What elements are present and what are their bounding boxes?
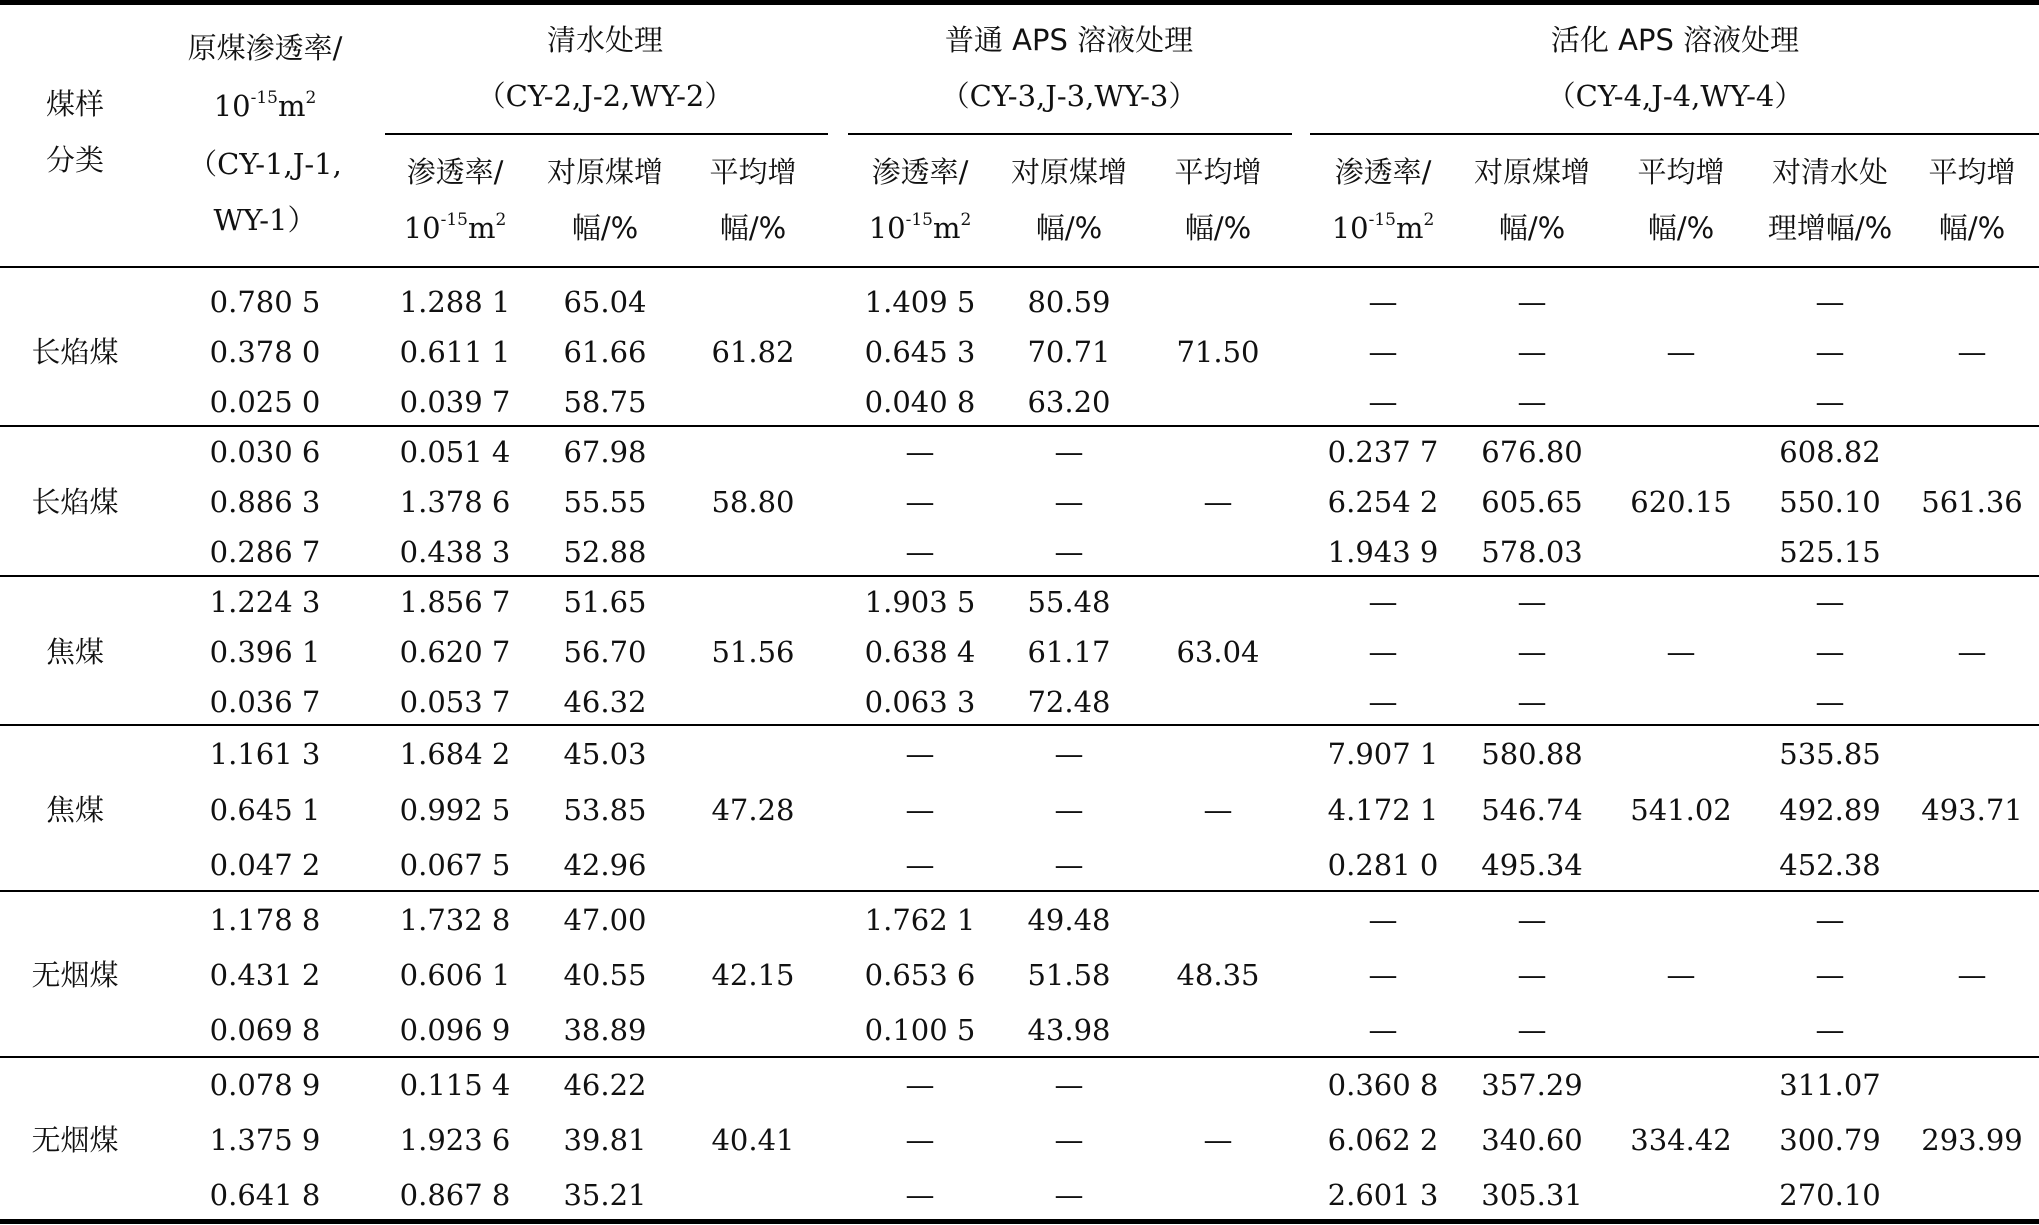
subheader-line1: 对原煤增 (546, 155, 664, 189)
act-permeability: 6.254 2 (1327, 485, 1439, 519)
water-increase: 46.22 (563, 1068, 647, 1102)
aps-increase: — (1054, 1178, 1084, 1212)
raw-permeability: 0.047 2 (209, 848, 321, 882)
subheader-line2: 幅/% (1647, 211, 1715, 245)
act-avg-increase-over-water: — (1957, 958, 1987, 992)
act-permeability: — (1368, 285, 1398, 319)
aps-increase: 80.59 (1027, 285, 1111, 319)
water-increase: 40.55 (563, 958, 647, 992)
act-permeability: — (1368, 958, 1398, 992)
act-increase-over-water: — (1815, 385, 1845, 419)
act-increase: — (1517, 335, 1547, 369)
raw-permeability: 0.645 1 (209, 793, 321, 827)
aps-permeability: 1.409 5 (864, 285, 976, 319)
water-increase: 47.00 (563, 903, 647, 937)
water-increase: 42.96 (563, 848, 647, 882)
act-increase: 580.88 (1481, 737, 1583, 771)
header-raw-line1: 原煤渗透率/ (187, 31, 343, 65)
raw-permeability: 0.378 0 (209, 335, 321, 369)
aps-permeability: — (905, 737, 935, 771)
subheader-line1: 对原煤增 (1010, 155, 1128, 189)
aps-increase: — (1054, 535, 1084, 569)
act-increase: 546.74 (1481, 793, 1583, 827)
header-class-line1: 煤样 (45, 87, 105, 121)
aps-permeability: — (905, 535, 935, 569)
raw-permeability: 0.036 7 (209, 685, 321, 719)
subheader-line2: $10^{-15}m^2$ (403, 210, 507, 245)
aps-permeability: 0.100 5 (864, 1013, 976, 1047)
act-increase-over-water: 492.89 (1779, 793, 1881, 827)
act-increase-over-water: 300.79 (1779, 1123, 1881, 1157)
aps-permeability: — (905, 1178, 935, 1212)
aps-permeability: 0.063 3 (864, 685, 976, 719)
water-permeability: 1.923 6 (399, 1123, 511, 1157)
act-increase-over-water: 535.85 (1779, 737, 1881, 771)
raw-permeability: 0.780 5 (209, 285, 321, 319)
act-increase-over-water: 608.82 (1779, 435, 1881, 469)
water-permeability: 1.378 6 (399, 485, 511, 519)
water-permeability: 0.867 8 (399, 1178, 511, 1212)
coal-class-label: 无烟煤 (31, 958, 119, 992)
act-avg-increase: 541.02 (1630, 793, 1732, 827)
act-increase-over-water: — (1815, 335, 1845, 369)
act-permeability: 1.943 9 (1327, 535, 1439, 569)
coal-class-label: 无烟煤 (31, 1123, 119, 1157)
act-increase: 340.60 (1481, 1123, 1583, 1157)
act-permeability: 2.601 3 (1327, 1178, 1439, 1212)
coal-class-label: 长焰煤 (31, 335, 119, 369)
aps-permeability: — (905, 1123, 935, 1157)
subheader-line2: 幅/% (1498, 211, 1566, 245)
aps-increase: 72.48 (1027, 685, 1111, 719)
aps-increase: — (1054, 1123, 1084, 1157)
act-permeability: 0.237 7 (1327, 435, 1439, 469)
act-increase: — (1517, 635, 1547, 669)
aps-permeability: — (905, 485, 935, 519)
raw-permeability: 1.375 9 (209, 1123, 321, 1157)
raw-permeability: 1.224 3 (209, 585, 321, 619)
water-avg-increase: 51.56 (711, 635, 795, 669)
act-increase: — (1517, 1013, 1547, 1047)
act-increase-over-water: — (1815, 635, 1845, 669)
water-avg-increase: 61.82 (711, 335, 795, 369)
act-avg-increase-over-water: 293.99 (1921, 1123, 2023, 1157)
water-avg-increase: 40.41 (711, 1123, 795, 1157)
water-permeability: 1.288 1 (399, 285, 511, 319)
act-permeability: 0.281 0 (1327, 848, 1439, 882)
header-aps-samples: （CY-3,J-3,WY-3） (940, 79, 1198, 113)
raw-permeability: 0.030 6 (209, 435, 321, 469)
subheader-line2: $10^{-15}m^2$ (1331, 210, 1435, 245)
water-permeability: 0.992 5 (399, 793, 511, 827)
header-act-samples: （CY-4,J-4,WY-4） (1546, 79, 1804, 113)
act-increase-over-water: — (1815, 585, 1845, 619)
act-avg-increase: — (1666, 335, 1696, 369)
subheader-line1: 对原煤增 (1473, 155, 1591, 189)
aps-increase: — (1054, 485, 1084, 519)
water-permeability: 0.620 7 (399, 635, 511, 669)
subheader-line1: 平均增 (709, 155, 797, 189)
water-increase: 58.75 (563, 385, 647, 419)
raw-permeability: 0.396 1 (209, 635, 321, 669)
subheader-line1: 渗透率/ (406, 155, 504, 189)
act-avg-increase-over-water: 561.36 (1921, 485, 2023, 519)
act-permeability: — (1368, 685, 1398, 719)
aps-avg-increase: — (1203, 485, 1233, 519)
water-increase: 53.85 (563, 793, 647, 827)
aps-permeability: — (905, 848, 935, 882)
water-permeability: 0.051 4 (399, 435, 511, 469)
water-increase: 65.04 (563, 285, 647, 319)
group-underline (848, 133, 1292, 135)
water-permeability: 0.067 5 (399, 848, 511, 882)
aps-permeability: 0.040 8 (864, 385, 976, 419)
table-rule (0, 0, 2039, 5)
raw-permeability: 0.286 7 (209, 535, 321, 569)
water-permeability: 1.856 7 (399, 585, 511, 619)
act-increase-over-water: — (1815, 958, 1845, 992)
water-permeability: 0.096 9 (399, 1013, 511, 1047)
coal-class-label: 焦煤 (45, 635, 105, 669)
aps-increase: 43.98 (1027, 1013, 1111, 1047)
aps-increase: — (1054, 1068, 1084, 1102)
water-increase: 46.32 (563, 685, 647, 719)
act-increase: — (1517, 903, 1547, 937)
act-permeability: — (1368, 335, 1398, 369)
group-underline (1310, 133, 2039, 135)
subheader-line2: 幅/% (1184, 211, 1252, 245)
aps-increase: 61.17 (1027, 635, 1111, 669)
act-increase-over-water: 311.07 (1779, 1068, 1881, 1102)
act-increase-over-water: 270.10 (1779, 1178, 1881, 1212)
subheader-line1: 平均增 (1174, 155, 1262, 189)
subheader-line2: 幅/% (571, 211, 639, 245)
table-rule (0, 890, 2039, 892)
water-increase: 35.21 (563, 1178, 647, 1212)
group-underline (385, 133, 828, 135)
act-increase-over-water: 525.15 (1779, 535, 1881, 569)
subheader-line2: 幅/% (1938, 211, 2006, 245)
table-rule (0, 266, 2039, 268)
water-increase: 52.88 (563, 535, 647, 569)
act-avg-increase: — (1666, 635, 1696, 669)
act-increase-over-water: — (1815, 1013, 1845, 1047)
header-water-title: 清水处理 (546, 23, 664, 57)
header-raw-samples2: WY-1） (213, 203, 317, 237)
aps-permeability: 1.903 5 (864, 585, 976, 619)
act-increase: 578.03 (1481, 535, 1583, 569)
water-avg-increase: 42.15 (711, 958, 795, 992)
aps-increase: 49.48 (1027, 903, 1111, 937)
water-increase: 67.98 (563, 435, 647, 469)
raw-permeability: 0.431 2 (209, 958, 321, 992)
act-avg-increase: 620.15 (1630, 485, 1732, 519)
header-act-title: 活化 APS 溶液处理 (1550, 23, 1800, 57)
water-avg-increase: 47.28 (711, 793, 795, 827)
aps-increase: — (1054, 435, 1084, 469)
act-increase-over-water: 550.10 (1779, 485, 1881, 519)
table-rule (0, 1219, 2039, 1224)
header-aps-title: 普通 APS 溶液处理 (944, 23, 1194, 57)
act-increase: — (1517, 585, 1547, 619)
act-permeability: 6.062 2 (1327, 1123, 1439, 1157)
raw-permeability: 1.178 8 (209, 903, 321, 937)
table-rule (0, 1056, 2039, 1058)
act-increase-over-water: 452.38 (1779, 848, 1881, 882)
act-permeability: — (1368, 385, 1398, 419)
subheader-line2: 幅/% (1035, 211, 1103, 245)
aps-increase: — (1054, 848, 1084, 882)
coal-class-label: 长焰煤 (31, 485, 119, 519)
raw-permeability: 0.641 8 (209, 1178, 321, 1212)
raw-permeability: 1.161 3 (209, 737, 321, 771)
water-increase: 51.65 (563, 585, 647, 619)
act-increase: — (1517, 385, 1547, 419)
water-permeability: 0.039 7 (399, 385, 511, 419)
header-class-line2: 分类 (45, 143, 105, 177)
aps-avg-increase: 48.35 (1176, 958, 1260, 992)
aps-increase: 63.20 (1027, 385, 1111, 419)
header-raw-samples1: （CY-1,J-1, (188, 147, 342, 181)
subheader-line1: 对清水处 (1771, 155, 1889, 189)
aps-permeability: — (905, 793, 935, 827)
act-increase: 357.29 (1481, 1068, 1583, 1102)
aps-increase: 55.48 (1027, 585, 1111, 619)
water-permeability: 1.684 2 (399, 737, 511, 771)
water-permeability: 0.053 7 (399, 685, 511, 719)
water-permeability: 0.611 1 (399, 335, 511, 369)
act-permeability: — (1368, 585, 1398, 619)
aps-avg-increase: 71.50 (1176, 335, 1260, 369)
act-avg-increase: 334.42 (1630, 1123, 1732, 1157)
act-avg-increase-over-water: 493.71 (1921, 793, 2023, 827)
act-increase: 495.34 (1481, 848, 1583, 882)
aps-permeability: — (905, 1068, 935, 1102)
aps-avg-increase: — (1203, 793, 1233, 827)
subheader-line2: 理增幅/% (1767, 211, 1893, 245)
act-increase: — (1517, 685, 1547, 719)
subheader-line1: 平均增 (1928, 155, 2016, 189)
act-increase-over-water: — (1815, 685, 1845, 719)
act-increase-over-water: — (1815, 903, 1845, 937)
act-avg-increase-over-water: — (1957, 335, 1987, 369)
water-avg-increase: 58.80 (711, 485, 795, 519)
act-increase-over-water: — (1815, 285, 1845, 319)
aps-increase: — (1054, 737, 1084, 771)
raw-permeability: 0.078 9 (209, 1068, 321, 1102)
subheader-line2: $10^{-15}m^2$ (868, 210, 972, 245)
subheader-line1: 渗透率/ (871, 155, 969, 189)
aps-increase: — (1054, 793, 1084, 827)
header-water-samples: （CY-2,J-2,WY-2） (476, 79, 734, 113)
water-increase: 55.55 (563, 485, 647, 519)
aps-avg-increase: — (1203, 1123, 1233, 1157)
water-increase: 38.89 (563, 1013, 647, 1047)
header-raw-unit: $10^{-15}m^2$ (213, 88, 317, 123)
raw-permeability: 0.886 3 (209, 485, 321, 519)
water-increase: 39.81 (563, 1123, 647, 1157)
aps-increase: 70.71 (1027, 335, 1111, 369)
aps-permeability: 0.645 3 (864, 335, 976, 369)
act-increase: 605.65 (1481, 485, 1583, 519)
act-increase: 676.80 (1481, 435, 1583, 469)
aps-permeability: — (905, 435, 935, 469)
act-increase: — (1517, 958, 1547, 992)
act-increase: — (1517, 285, 1547, 319)
act-permeability: — (1368, 1013, 1398, 1047)
act-permeability: 4.172 1 (1327, 793, 1439, 827)
act-permeability: — (1368, 903, 1398, 937)
act-increase: 305.31 (1481, 1178, 1583, 1212)
act-permeability: 7.907 1 (1327, 737, 1439, 771)
coal-class-label: 焦煤 (45, 793, 105, 827)
aps-permeability: 0.653 6 (864, 958, 976, 992)
aps-increase: 51.58 (1027, 958, 1111, 992)
raw-permeability: 0.025 0 (209, 385, 321, 419)
aps-permeability: 0.638 4 (864, 635, 976, 669)
water-permeability: 0.438 3 (399, 535, 511, 569)
act-avg-increase-over-water: — (1957, 635, 1987, 669)
act-avg-increase: — (1666, 958, 1696, 992)
act-permeability: 0.360 8 (1327, 1068, 1439, 1102)
aps-avg-increase: 63.04 (1176, 635, 1260, 669)
aps-permeability: 1.762 1 (864, 903, 976, 937)
water-permeability: 1.732 8 (399, 903, 511, 937)
subheader-line2: 幅/% (719, 211, 787, 245)
raw-permeability: 0.069 8 (209, 1013, 321, 1047)
subheader-line1: 平均增 (1637, 155, 1725, 189)
water-permeability: 0.115 4 (399, 1068, 511, 1102)
water-permeability: 0.606 1 (399, 958, 511, 992)
table-rule (0, 724, 2039, 726)
water-increase: 56.70 (563, 635, 647, 669)
water-increase: 45.03 (563, 737, 647, 771)
subheader-line1: 渗透率/ (1334, 155, 1432, 189)
act-permeability: — (1368, 635, 1398, 669)
water-increase: 61.66 (563, 335, 647, 369)
